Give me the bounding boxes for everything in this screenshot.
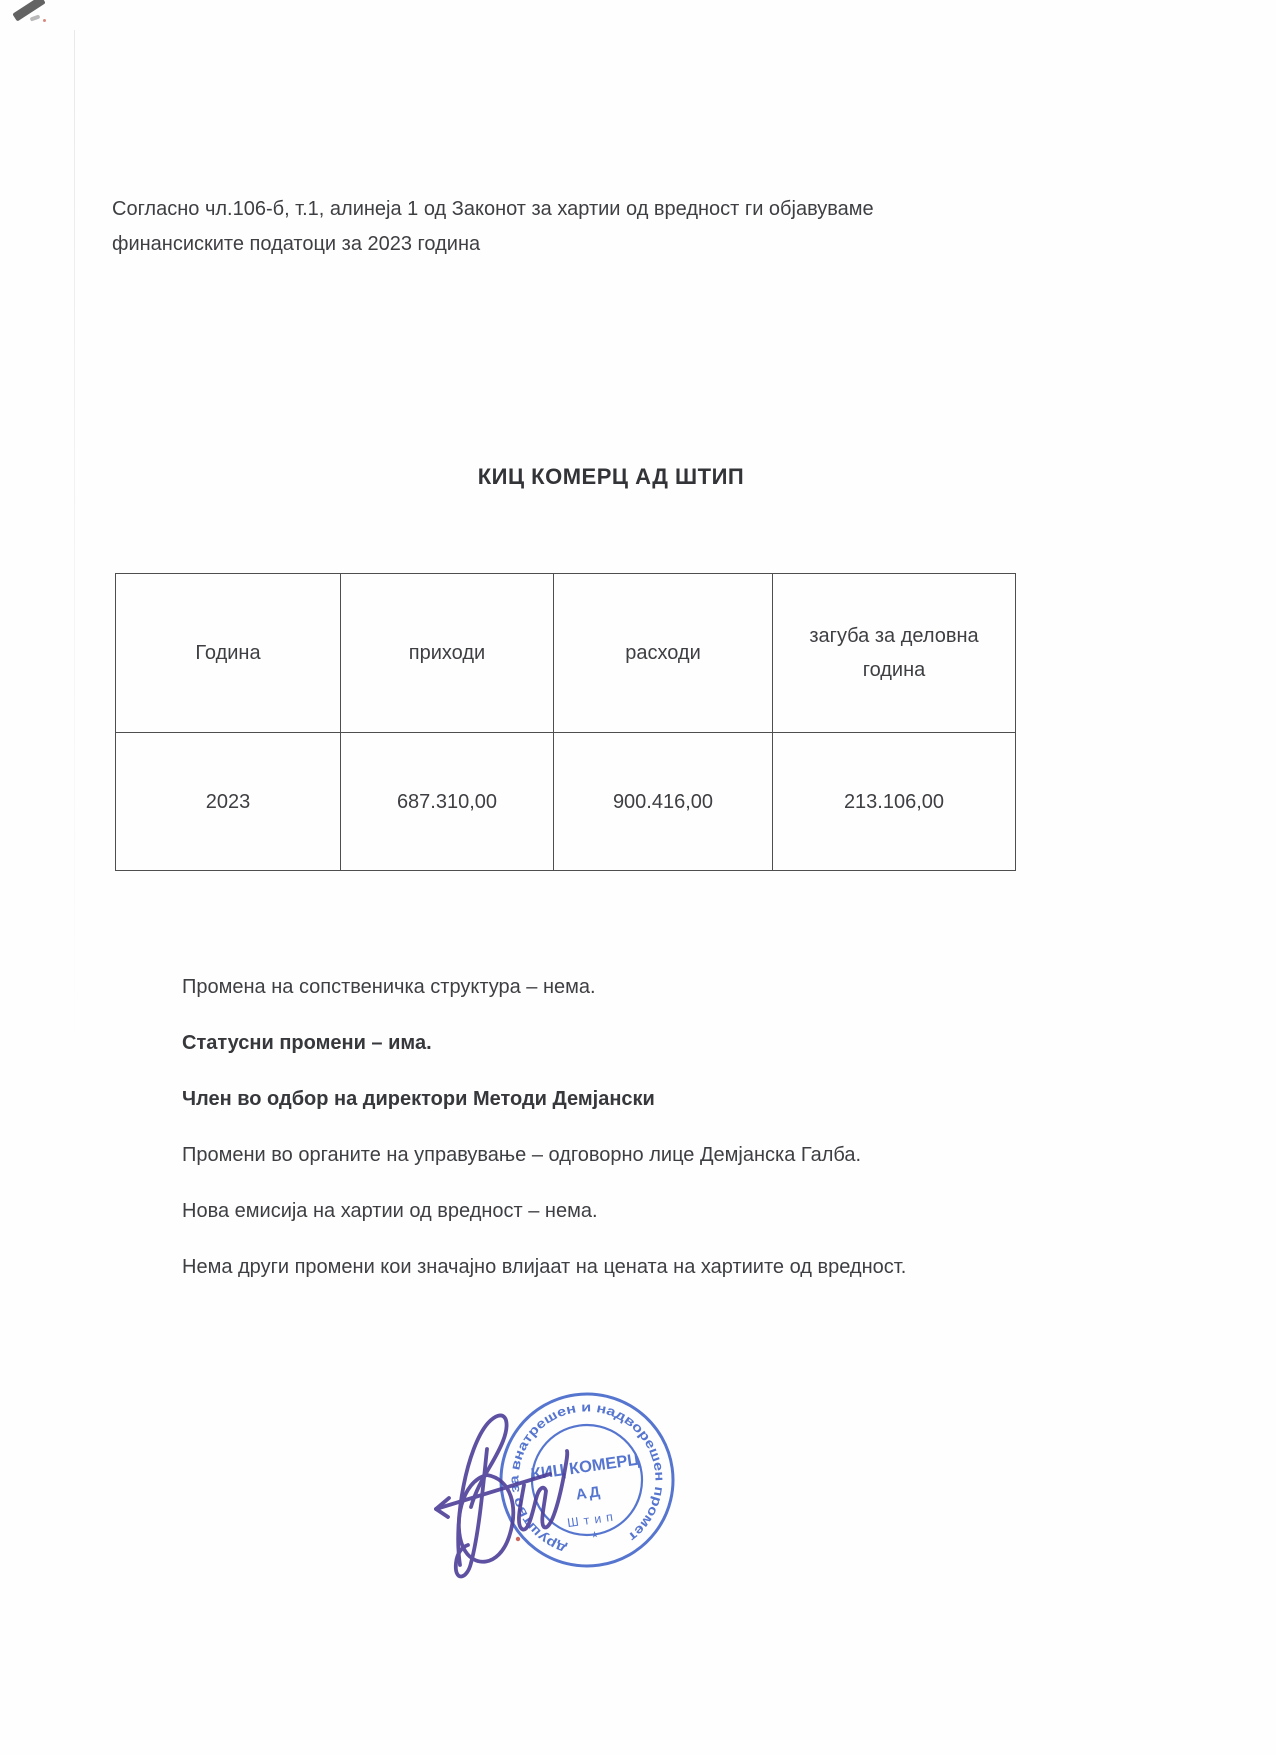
table-header-row — [116, 574, 1016, 733]
table-cell-loss: 213.106,00 — [773, 733, 1016, 871]
stamp-red-speck — [516, 1537, 520, 1541]
company-title: КИЦ КОМЕРЦ АД ШТИП — [477, 464, 745, 489]
table-header-year: Година — [116, 574, 341, 733]
financial-table — [115, 573, 1016, 871]
statement-status-changes: Статусни промени – има. — [182, 1032, 432, 1054]
statement-board-member: Член во одбор на директори Методи Демјански — [182, 1088, 655, 1110]
table-header-revenues: приходи — [341, 574, 554, 733]
scan-corner-artifact — [30, 14, 41, 21]
statement-other-changes: Нема други промени кои значајно влијаат на цената на хартиите од вредност. — [182, 1256, 907, 1278]
table-cell-year: 2023 — [116, 733, 341, 871]
table-data-row — [116, 733, 1016, 871]
statement-ownership: Промена на сопственичка структура – нема. — [182, 976, 596, 998]
table-header-loss: загуба за деловна година — [773, 574, 1016, 733]
table-cell-revenues: 687.310,00 — [341, 733, 554, 871]
stamp-ring-text: друштво за внатрешен и надворешен промет — [506, 1399, 668, 1557]
stamp-and-signature — [390, 1355, 720, 1625]
stamp-company-name: КИЦ КОМЕРЦ — [529, 1450, 641, 1484]
scan-speck — [43, 19, 46, 22]
stamp-star-icon: ★ — [589, 1528, 600, 1540]
stamp-city: Штип — [566, 1509, 619, 1531]
company-stamp — [490, 1383, 684, 1577]
table-header-expenses: расходи — [554, 574, 773, 733]
stamp-company-type: АД — [574, 1483, 603, 1504]
table-cell-expenses: 900.416,00 — [554, 733, 773, 871]
statement-new-issue: Нова емисија на хартии од вредност – нема. — [182, 1200, 598, 1222]
statements-section — [118, 972, 1013, 1308]
stamp-signature-graphic — [390, 1355, 720, 1625]
intro-paragraph: Согласно чл.106-б, т.1, алинеја 1 од Законот за хартии од вредност ги објавуваме финансиските податоци за 2023 година — [112, 198, 874, 255]
statement-management-changes: Промени во органите на управување – одговорно лице Демјанска Галба. — [182, 1144, 862, 1166]
